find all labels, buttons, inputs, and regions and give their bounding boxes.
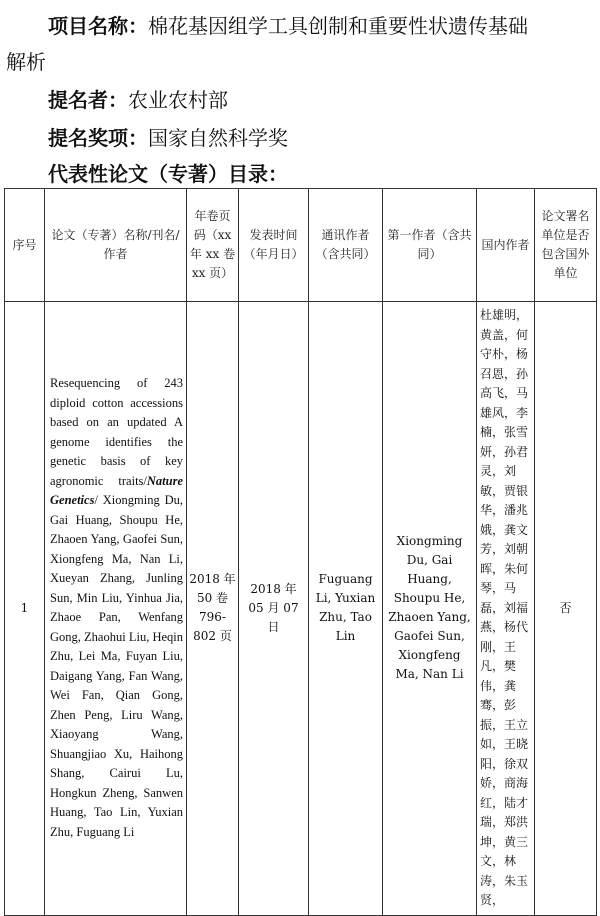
project-name-line xyxy=(48,10,528,39)
col-header-volume: 年卷页码（xx 年 xx 卷 xx 页） xyxy=(187,189,239,302)
project-name: 棉花基因组学工具创制和重要性状遗传基础 xyxy=(148,14,528,38)
cell-foreign: 否 xyxy=(535,302,597,916)
project-label: 项目名称： xyxy=(48,14,148,38)
table-header-row xyxy=(5,189,597,302)
cell-date: 2018 年 05 月 07 日 xyxy=(239,302,309,916)
cell-first-author: Xiongming Du, Gai Huang, Shoupu He, Zhaoen Yang, Gaofei Sun, Xiongfeng Ma, Nan Li xyxy=(383,302,477,916)
col-header-first-author: 第一作者（含共同） xyxy=(383,189,477,302)
cell-volume: 2018 年 50 卷 796-802 页 xyxy=(187,302,239,916)
table-row xyxy=(5,302,597,916)
col-header-date: 发表时间（年月日） xyxy=(239,189,309,302)
cell-domestic: 杜雄明，黄盖，何守朴，杨召恩，孙高飞，马雄风，李楠，张雪妍，孙君灵，刘敏，贾银华，潘兆娥，龚文芳，刘朝晖，朱何琴，马磊，刘福燕，杨代刚，王凡，樊伟，龚骞，彭振，王立如，王晓阳，徐双娇，商海红，陆才瑞，郑洪坤，黄三文，林涛，朱玉贤， xyxy=(477,302,535,916)
paper-journal: Nature Genetics xyxy=(50,473,183,508)
cell-paper xyxy=(45,302,187,916)
col-header-paper: 论文（专著）名称/刊名/作者 xyxy=(45,189,187,302)
award-label: 提名奖项： xyxy=(48,126,148,150)
nominator-value: 农业农村部 xyxy=(128,88,228,112)
nominator-line xyxy=(48,84,228,113)
col-header-foreign: 论文署名单位是否包含国外单位 xyxy=(535,189,597,302)
project-name-continued: 解析 xyxy=(6,50,46,74)
col-header-domestic: 国内作者 xyxy=(477,189,535,302)
award-value: 国家自然科学奖 xyxy=(148,126,288,150)
col-header-no: 序号 xyxy=(5,189,45,302)
paper-authors: / Xiongming Du, Gai Huang, Shoupu He, Zhaoen Yang, Gaofei Sun, Xiongfeng Ma, Nan Li, Xueyan Zhang, Junling Sun, Min Liu, Yinhua Jia, Zhaoe Pan, Wenfang Gong, Zhaohui Liu, Heqin Zhu, Lei Ma, Fuyan Liu, Daigang Yang, Fan Wang, Wei Fan, Qian Gong, Zhen Peng, Liru Wang, Xiaoyang Wang, Shuangjiao Xu, Haihong Shang, Cairui Lu, Hongkun Zheng, Sanwen Huang, Tao Lin, Yuxian Zhu, Fuguang Li xyxy=(50,493,183,839)
col-header-corresponding: 通讯作者（含共同） xyxy=(309,189,383,302)
award-line xyxy=(48,122,288,151)
papers-table xyxy=(4,188,597,916)
nominator-label: 提名者： xyxy=(48,88,128,112)
cell-no: 1 xyxy=(5,302,45,916)
list-title: 代表性论文（专著）目录： xyxy=(48,162,288,186)
cell-corresponding: Fuguang Li, Yuxian Zhu, Tao Lin xyxy=(309,302,383,916)
paper-title: Resequencing of 243 diploid cotton accessions based on an updated A genome identifies the genetic basis of key agronomic traits/ xyxy=(50,376,183,488)
